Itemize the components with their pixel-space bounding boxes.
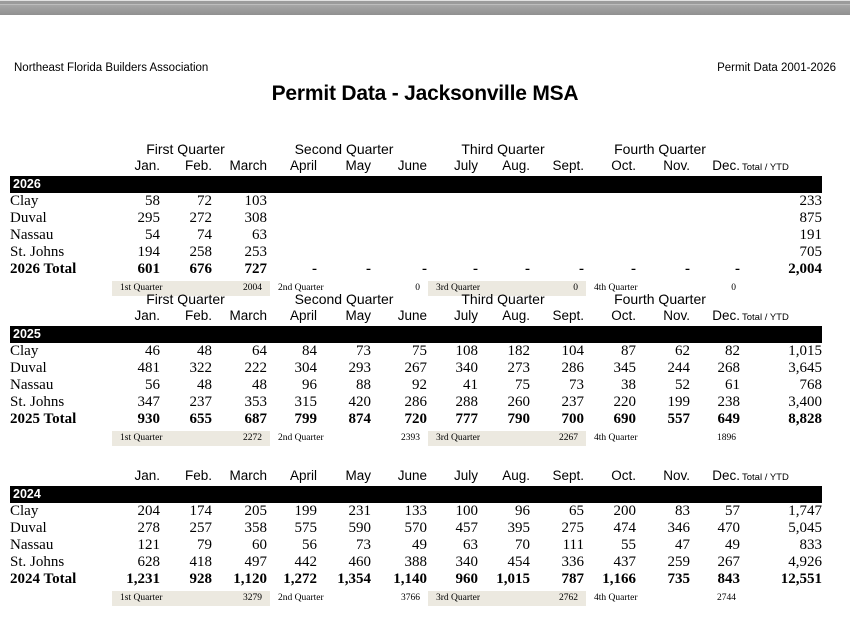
total-ytd-header: Total / YTD: [742, 472, 789, 483]
table-cell: 353: [244, 394, 267, 410]
table-cell: 777: [455, 411, 478, 427]
quarter-summary-cell: [270, 591, 428, 606]
quarter-summary-label: 2nd Quarter: [278, 283, 324, 293]
year-block-2026: [0, 141, 850, 296]
year-banner: 2026: [10, 176, 822, 193]
table-cell: 49: [412, 537, 427, 553]
table-total-row: [0, 261, 850, 278]
month-header-label: June: [397, 468, 427, 483]
month-header-label: March: [229, 308, 267, 323]
table-cell: 268: [717, 360, 740, 376]
table-cell: 200: [613, 503, 636, 519]
table-cell: 442: [294, 554, 317, 570]
table-cell: 628: [137, 554, 160, 570]
quarter-header-row: [0, 291, 850, 308]
month-header-label: Jan.: [134, 308, 160, 323]
table-cell: 690: [613, 411, 636, 427]
total-ytd-header: Total / YTD: [742, 162, 789, 173]
table-cell: 87: [621, 343, 636, 359]
window-chrome-bar: [0, 0, 850, 16]
masthead-dataset-range: Permit Data 2001-2026: [717, 62, 836, 74]
year-banner: 2025: [10, 326, 822, 343]
month-header-label: June: [397, 308, 427, 323]
month-header-label: Oct.: [611, 158, 636, 173]
table-cell: 257: [189, 520, 212, 536]
table-cell: 52: [675, 377, 690, 393]
table-cell: 73: [356, 537, 371, 553]
table-cell: 8,828: [788, 411, 822, 427]
table-cell: 288: [455, 394, 478, 410]
table-cell: 60: [252, 537, 267, 553]
quarter-summary-label: 3rd Quarter: [436, 283, 481, 293]
quarter-summary-label: 4th Quarter: [594, 593, 638, 603]
table-cell: 267: [404, 360, 427, 376]
table-cell: -: [685, 261, 690, 277]
table-cell: 191: [799, 227, 822, 243]
month-header-label: May: [345, 158, 371, 173]
table-cell: 395: [507, 520, 530, 536]
table-cell: 481: [137, 360, 160, 376]
table-cell: 259: [667, 554, 690, 570]
table-row: [0, 520, 850, 537]
table-cell: -: [422, 261, 427, 277]
month-header-label: July: [453, 158, 478, 173]
month-header-label: Oct.: [611, 308, 636, 323]
table-cell: 874: [348, 411, 371, 427]
table-cell: 92: [412, 377, 427, 393]
table-cell: 56: [145, 377, 160, 393]
table-cell: 237: [189, 394, 212, 410]
quarter-summary-cell: [112, 591, 270, 606]
quarter-summary-value: 2393: [401, 433, 420, 443]
table-cell: 768: [799, 377, 822, 393]
table-cell: 345: [613, 360, 636, 376]
month-header-row: [0, 158, 850, 176]
table-cell: 72: [197, 193, 212, 209]
table-cell: 62: [675, 343, 690, 359]
month-header-label: Jan.: [134, 158, 160, 173]
table-cell: 420: [348, 394, 371, 410]
quarter-summary-label: 3rd Quarter: [436, 433, 481, 443]
month-header-label: Aug.: [502, 468, 530, 483]
table-cell: -: [473, 261, 478, 277]
quarter-header-label: First Quarter: [146, 291, 225, 307]
table-cell: 233: [799, 193, 822, 209]
table-total-row: [0, 411, 850, 428]
table-cell: 322: [189, 360, 212, 376]
document-page: [0, 16, 850, 637]
table-cell: 460: [348, 554, 371, 570]
table-cell: 70: [515, 537, 530, 553]
quarter-summary-label: 4th Quarter: [594, 283, 638, 293]
table-cell: 575: [294, 520, 317, 536]
quarter-summary-value: 2004: [243, 283, 262, 293]
table-cell: 111: [562, 537, 584, 553]
table-cell: 787: [561, 571, 584, 587]
table-cell: 735: [667, 571, 690, 587]
table-cell: 96: [302, 377, 317, 393]
table-cell: 278: [137, 520, 160, 536]
table-cell: 48: [197, 377, 212, 393]
month-header-label: March: [229, 158, 267, 173]
table-cell: 204: [137, 503, 160, 519]
table-cell: 676: [189, 261, 212, 277]
table-cell: 340: [455, 360, 478, 376]
table-cell: 1,747: [788, 503, 822, 519]
table-cell: 63: [463, 537, 478, 553]
table-cell: 1,120: [233, 571, 267, 587]
table-cell: 84: [302, 343, 317, 359]
month-header-label: Feb.: [184, 468, 212, 483]
quarter-summary-label: 2nd Quarter: [278, 593, 324, 603]
quarter-header-label: Third Quarter: [461, 291, 545, 307]
month-header-label: Dec.: [712, 468, 740, 483]
table-cell: 4,926: [788, 554, 822, 570]
table-cell: 121: [137, 537, 160, 553]
row-label: Nassau: [10, 227, 54, 243]
table-cell: 47: [675, 537, 690, 553]
row-label: Nassau: [10, 537, 54, 553]
table-cell: 54: [145, 227, 160, 243]
quarter-summary-cell: [270, 431, 428, 446]
table-cell: 260: [507, 394, 530, 410]
table-cell: 790: [507, 411, 530, 427]
window-chrome-bar-inner: [0, 4, 850, 15]
table-cell: 843: [717, 571, 740, 587]
quarter-header-label: Second Quarter: [294, 141, 394, 157]
table-cell: 1,354: [337, 571, 371, 587]
month-header-row: [0, 468, 850, 486]
table-cell: 474: [613, 520, 636, 536]
quarter-summary-strip: [0, 431, 850, 446]
quarter-summary-value: 2272: [243, 433, 262, 443]
table-row: [0, 210, 850, 227]
month-header-label: Aug.: [502, 158, 530, 173]
table-cell: 470: [717, 520, 740, 536]
table-row: [0, 227, 850, 244]
table-cell: 1,140: [393, 571, 427, 587]
quarter-summary-label: 1st Quarter: [120, 593, 163, 603]
table-cell: 82: [725, 343, 740, 359]
table-cell: 340: [455, 554, 478, 570]
table-cell: 705: [799, 244, 822, 260]
table-cell: 930: [137, 411, 160, 427]
quarter-summary-value: 2267: [559, 433, 578, 443]
row-label: St. Johns: [10, 244, 65, 260]
table-cell: 96: [515, 503, 530, 519]
table-cell: 275: [561, 520, 584, 536]
table-cell: 3,400: [788, 394, 822, 410]
table-cell: 79: [197, 537, 212, 553]
month-header-label: Dec.: [712, 158, 740, 173]
row-label: Duval: [10, 210, 47, 226]
quarter-summary-value: 2744: [717, 593, 736, 603]
row-label: Clay: [10, 503, 39, 519]
table-cell: 199: [667, 394, 690, 410]
table-cell: 358: [244, 520, 267, 536]
table-cell: 875: [799, 210, 822, 226]
table-cell: 267: [717, 554, 740, 570]
table-cell: 73: [569, 377, 584, 393]
table-cell: -: [631, 261, 636, 277]
table-cell: 74: [197, 227, 212, 243]
row-label: Clay: [10, 343, 39, 359]
table-cell: 1,015: [496, 571, 530, 587]
month-header-label: April: [289, 468, 317, 483]
month-header-label: Oct.: [611, 468, 636, 483]
table-cell: 454: [507, 554, 530, 570]
table-cell: -: [735, 261, 740, 277]
table-cell: 231: [348, 503, 371, 519]
table-cell: -: [579, 261, 584, 277]
quarter-summary-value: 1896: [717, 433, 736, 443]
table-cell: 687: [244, 411, 267, 427]
table-row: [0, 244, 850, 261]
table-cell: 194: [137, 244, 160, 260]
table-cell: -: [366, 261, 371, 277]
quarter-summary-label: 1st Quarter: [120, 283, 163, 293]
table-cell: 649: [717, 411, 740, 427]
table-cell: 108: [455, 343, 478, 359]
table-cell: 244: [667, 360, 690, 376]
table-cell: 418: [189, 554, 212, 570]
table-cell: 457: [455, 520, 478, 536]
table-cell: 1,166: [602, 571, 636, 587]
table-cell: 720: [404, 411, 427, 427]
table-cell: 304: [294, 360, 317, 376]
table-cell: 75: [412, 343, 427, 359]
table-cell: 2,004: [788, 261, 822, 277]
quarter-summary-strip: [0, 591, 850, 606]
table-cell: 273: [507, 360, 530, 376]
month-header-label: Jan.: [134, 468, 160, 483]
table-cell: 48: [252, 377, 267, 393]
quarter-header-row: [0, 141, 850, 158]
year-banner: 2024: [10, 486, 822, 503]
table-cell: 222: [244, 360, 267, 376]
table-cell: 58: [145, 193, 160, 209]
quarter-summary-value: 0: [731, 283, 736, 293]
table-cell: 41: [463, 377, 478, 393]
table-cell: 220: [613, 394, 636, 410]
row-label: St. Johns: [10, 554, 65, 570]
table-cell: 295: [137, 210, 160, 226]
table-cell: 56: [302, 537, 317, 553]
total-ytd-header: Total / YTD: [742, 312, 789, 323]
quarter-summary-cell: [428, 591, 586, 606]
table-row: [0, 343, 850, 360]
table-cell: 437: [613, 554, 636, 570]
table-cell: 205: [244, 503, 267, 519]
quarter-summary-label: 1st Quarter: [120, 433, 163, 443]
table-cell: 3,645: [788, 360, 822, 376]
quarter-summary-value: 0: [415, 283, 420, 293]
table-cell: 100: [455, 503, 478, 519]
quarter-summary-cell: [586, 591, 744, 606]
table-cell: 46: [145, 343, 160, 359]
table-row: [0, 503, 850, 520]
table-cell: 253: [244, 244, 267, 260]
table-cell: 5,045: [788, 520, 822, 536]
table-cell: 49: [725, 537, 740, 553]
table-total-row: [0, 571, 850, 588]
month-header-label: Nov.: [663, 308, 690, 323]
month-header-label: Sept.: [552, 158, 584, 173]
quarter-header-label: Fourth Quarter: [614, 291, 706, 307]
table-cell: 48: [197, 343, 212, 359]
month-header-label: July: [453, 308, 478, 323]
row-label: 2026 Total: [10, 261, 77, 277]
table-cell: 700: [561, 411, 584, 427]
quarter-summary-value: 3766: [401, 593, 420, 603]
table-cell: 65: [569, 503, 584, 519]
table-cell: 237: [561, 394, 584, 410]
table-cell: 601: [137, 261, 160, 277]
table-cell: 258: [189, 244, 212, 260]
month-header-label: July: [453, 468, 478, 483]
month-header-row: [0, 308, 850, 326]
row-label: Duval: [10, 360, 47, 376]
table-cell: 336: [561, 554, 584, 570]
table-cell: 182: [507, 343, 530, 359]
quarter-summary-cell: [586, 431, 744, 446]
month-header-label: Dec.: [712, 308, 740, 323]
row-label: 2024 Total: [10, 571, 77, 587]
month-header-label: Nov.: [663, 158, 690, 173]
table-cell: 88: [356, 377, 371, 393]
table-cell: 570: [404, 520, 427, 536]
table-cell: 308: [244, 210, 267, 226]
month-header-label: June: [397, 158, 427, 173]
quarter-summary-label: 3rd Quarter: [436, 593, 481, 603]
table-cell: 293: [348, 360, 371, 376]
row-label: Nassau: [10, 377, 54, 393]
table-cell: 347: [137, 394, 160, 410]
table-cell: -: [312, 261, 317, 277]
month-header-label: Aug.: [502, 308, 530, 323]
table-row: [0, 537, 850, 554]
row-label: Clay: [10, 193, 39, 209]
table-cell: 61: [725, 377, 740, 393]
quarter-summary-label: 2nd Quarter: [278, 433, 324, 443]
quarter-header-label: First Quarter: [146, 141, 225, 157]
month-header-label: Sept.: [552, 308, 584, 323]
table-row: [0, 360, 850, 377]
table-cell: 286: [561, 360, 584, 376]
table-cell: 199: [294, 503, 317, 519]
table-cell: 133: [404, 503, 427, 519]
table-row: [0, 394, 850, 411]
month-header-label: March: [229, 468, 267, 483]
page-title: Permit Data - Jacksonville MSA: [271, 82, 579, 105]
table-cell: 57: [725, 503, 740, 519]
table-cell: 497: [244, 554, 267, 570]
month-header-label: May: [345, 468, 371, 483]
quarter-summary-label: 4th Quarter: [594, 433, 638, 443]
table-cell: 286: [404, 394, 427, 410]
month-header-label: Nov.: [663, 468, 690, 483]
table-cell: 1,272: [283, 571, 317, 587]
table-row: [0, 377, 850, 394]
month-header-label: April: [289, 158, 317, 173]
month-header-label: Feb.: [184, 308, 212, 323]
table-cell: 557: [667, 411, 690, 427]
table-cell: 63: [252, 227, 267, 243]
table-cell: 799: [294, 411, 317, 427]
table-cell: 174: [189, 503, 212, 519]
row-label: 2025 Total: [10, 411, 77, 427]
table-cell: 55: [621, 537, 636, 553]
table-cell: 73: [356, 343, 371, 359]
table-cell: 960: [455, 571, 478, 587]
table-cell: 75: [515, 377, 530, 393]
table-cell: 272: [189, 210, 212, 226]
month-header-label: Sept.: [552, 468, 584, 483]
month-header-label: May: [345, 308, 371, 323]
table-cell: 12,551: [780, 571, 822, 587]
table-cell: 346: [667, 520, 690, 536]
year-block-2024: [0, 468, 850, 606]
table-row: [0, 554, 850, 571]
quarter-summary-cell: [112, 431, 270, 446]
quarter-header-label: Second Quarter: [294, 291, 394, 307]
table-cell: 1,231: [126, 571, 160, 587]
month-header-label: Feb.: [184, 158, 212, 173]
masthead-organization: Northeast Florida Builders Association: [14, 62, 209, 74]
table-cell: 590: [348, 520, 371, 536]
table-cell: 727: [244, 261, 267, 277]
table-cell: 315: [294, 394, 317, 410]
quarter-summary-value: 3279: [243, 593, 262, 603]
row-label: Duval: [10, 520, 47, 536]
table-cell: 104: [561, 343, 584, 359]
row-label: St. Johns: [10, 394, 65, 410]
table-cell: 38: [621, 377, 636, 393]
table-cell: -: [525, 261, 530, 277]
table-cell: 1,015: [788, 343, 822, 359]
table-cell: 64: [252, 343, 267, 359]
quarter-summary-value: 2762: [559, 593, 578, 603]
quarter-summary-cell: [428, 431, 586, 446]
quarter-header-label: Fourth Quarter: [614, 141, 706, 157]
table-cell: 928: [189, 571, 212, 587]
table-cell: 83: [675, 503, 690, 519]
quarter-header-label: Third Quarter: [461, 141, 545, 157]
table-cell: 103: [244, 193, 267, 209]
table-cell: 655: [189, 411, 212, 427]
masthead: [14, 62, 836, 78]
month-header-label: April: [289, 308, 317, 323]
year-block-2025: [0, 291, 850, 446]
table-cell: 833: [799, 537, 822, 553]
table-row: [0, 193, 850, 210]
table-cell: 388: [404, 554, 427, 570]
quarter-summary-value: 0: [573, 283, 578, 293]
table-cell: 238: [717, 394, 740, 410]
